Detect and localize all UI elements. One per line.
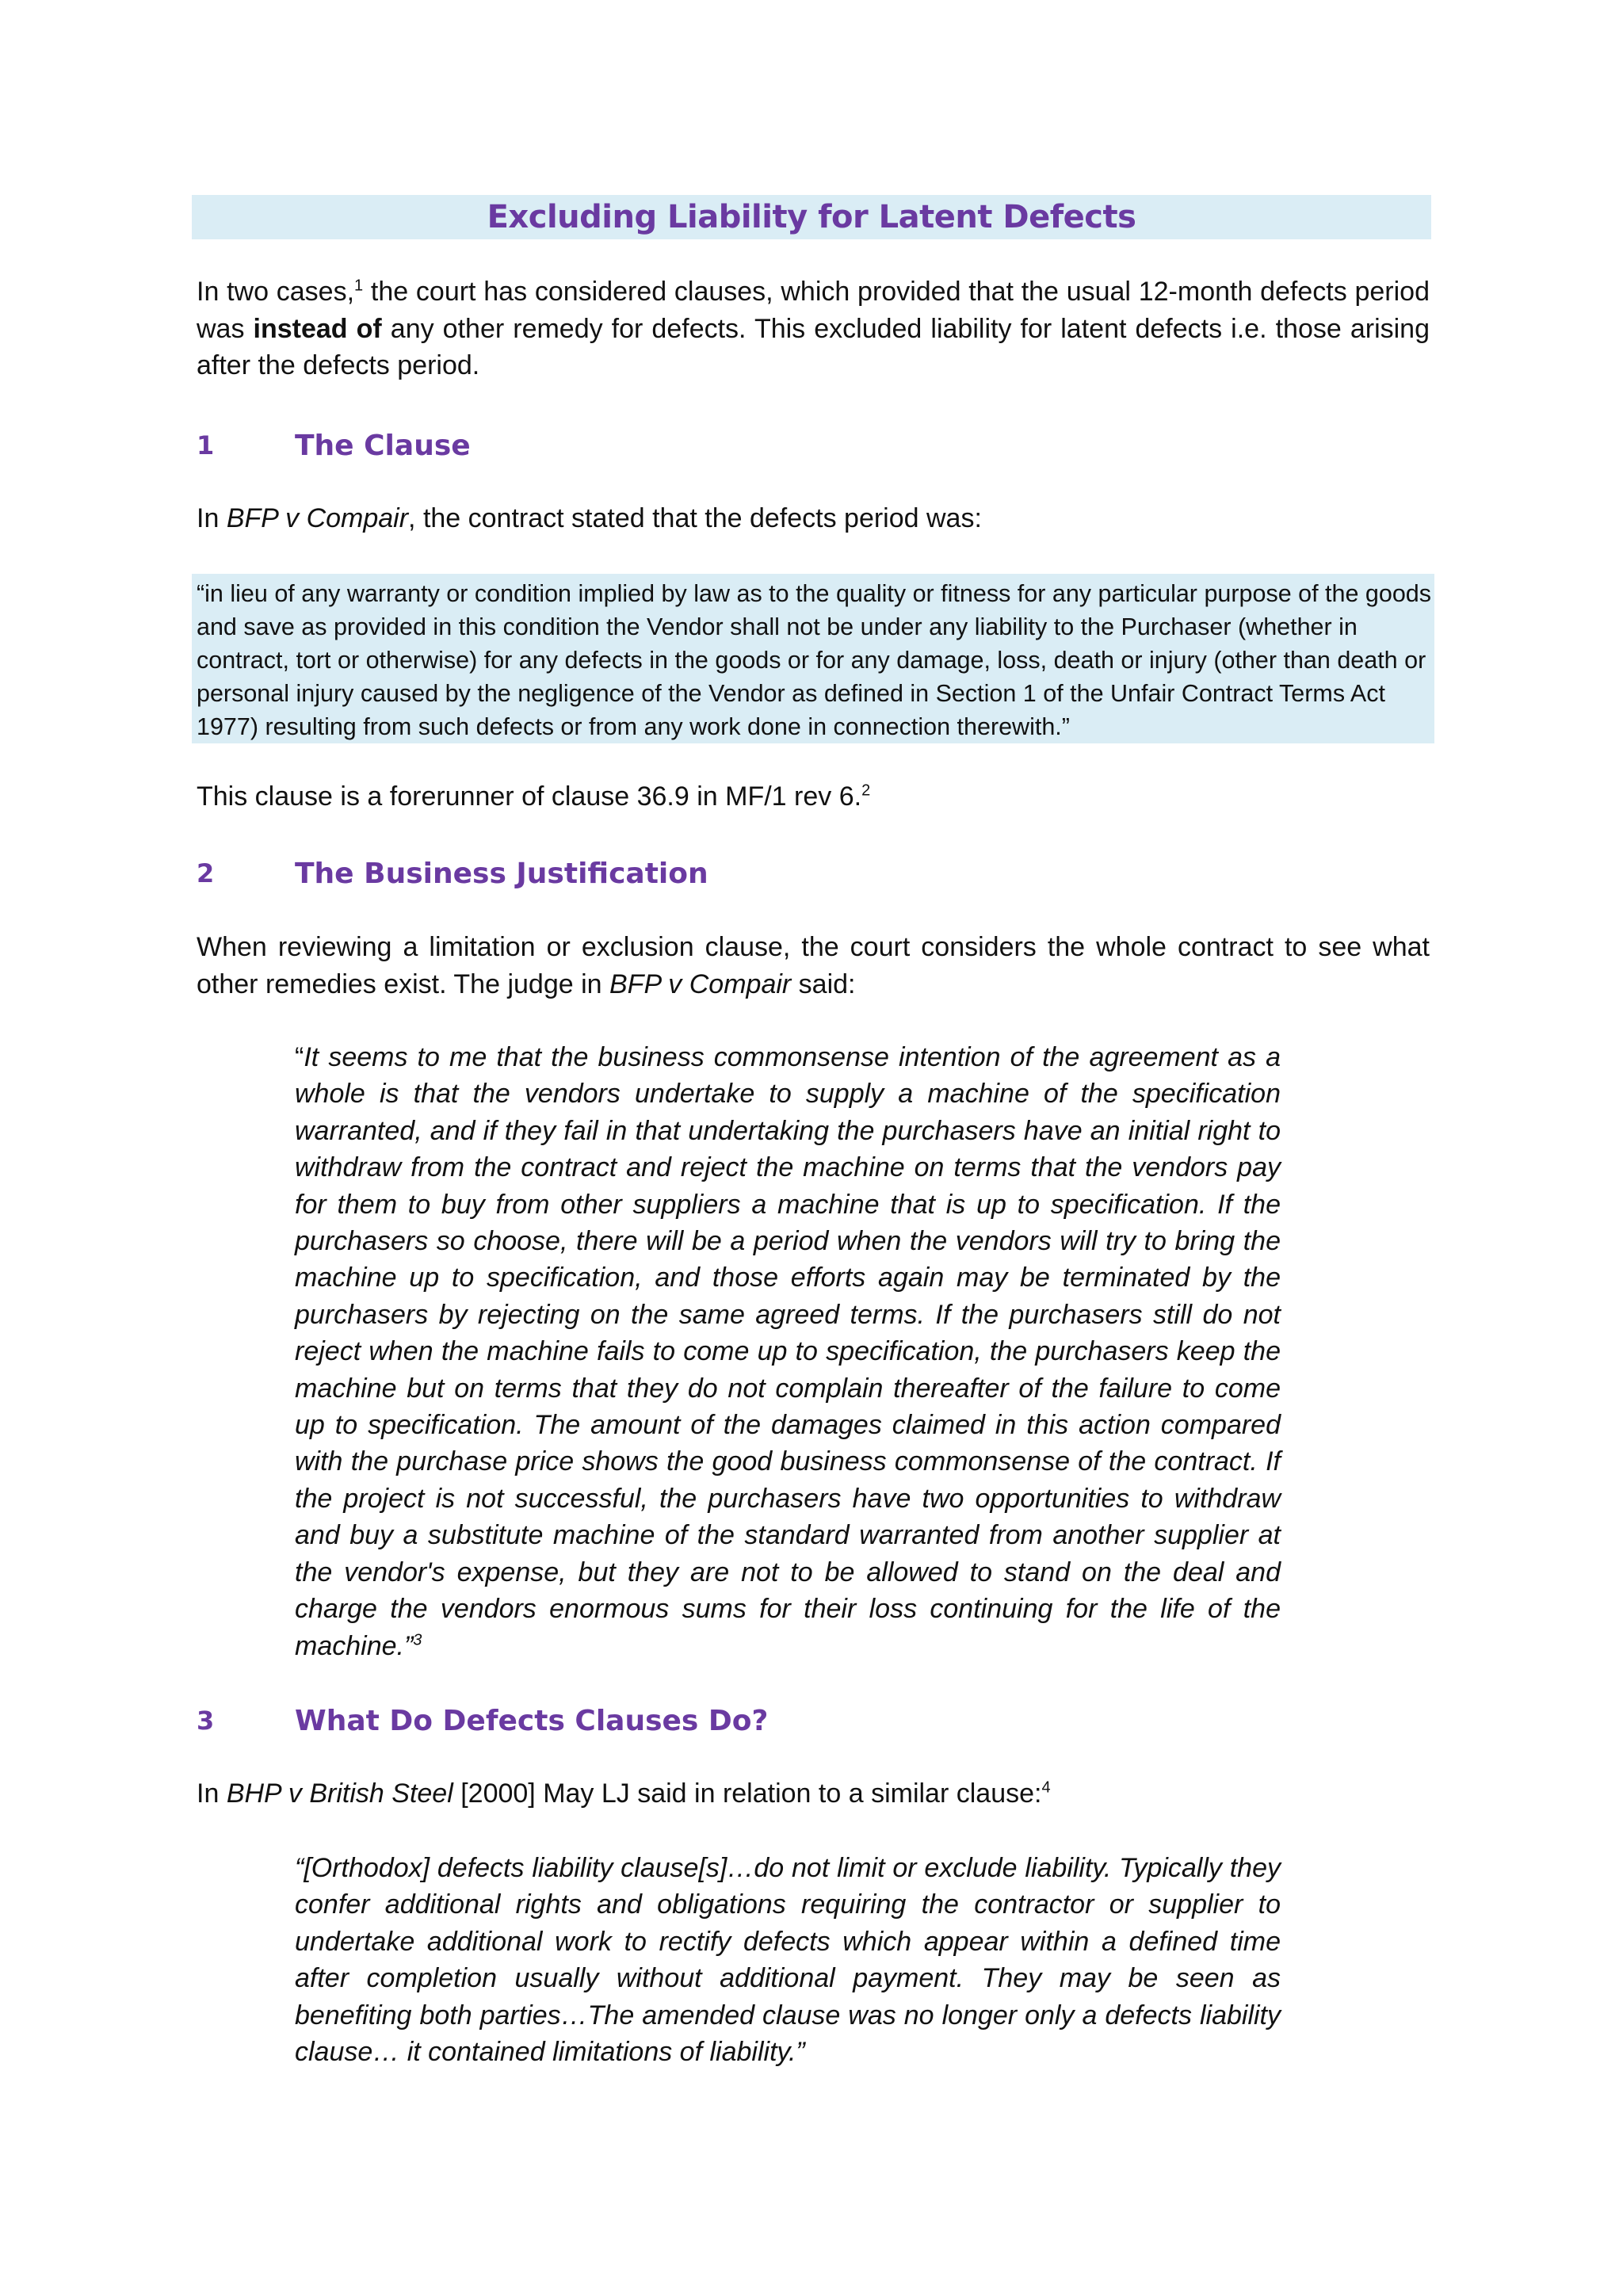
footnote-ref-3[interactable]: 3 (413, 1631, 422, 1649)
justification-intro (197, 929, 1430, 1003)
section-number: 1 (197, 430, 215, 460)
case-name: BFP v Compair (609, 968, 792, 999)
section-heading-3 (197, 1701, 1430, 1740)
footnote-ref-2[interactable]: 2 (861, 781, 871, 800)
clause-intro-text: In (197, 503, 227, 533)
defects-intro (197, 1775, 1430, 1813)
judgment-quote-text: It seems to me that the business commonsense intention of the agreement as a whole is that the vendors undertake to supply a machine of the specification warranted, and if they fail in that undertaking the purchasers have an initial right to withdraw from the contract and reject the machine on terms that the vendors pay for them to buy from other suppliers a machine that is up to specification. If the purchasers so choose, there will be a period when the vendors will try to bring the machine up to specification, and those efforts again may be terminated by the purchasers by rejecting on the same agreed terms. If the purchasers still do not reject when the machine fails to come up to specification, the purchasers keep the machine but on terms that they do not complain thereafter of the failure to come up to specification. The amount of the damages claimed in this action compared with the purchase price shows the good business commonsense of the contract. If the project is not successful, the purchasers have two opportunities to withdraw and buy a substitute machine of the standard warranted from another supplier at the vendor's expense, but they are not to be allowed to stand on the deal and charge the vendors enormous sums for their loss continuing for the life of the machine.” (295, 1042, 1281, 1661)
intro-emphasis: instead of (253, 313, 382, 344)
clause-intro (197, 500, 1430, 537)
title-banner (192, 195, 1431, 239)
clause-quote-box (192, 574, 1434, 743)
clause-follow-text: This clause is a forerunner of clause 36.9 in MF/1 rev 6. (197, 781, 862, 812)
footnote-ref-4[interactable]: 4 (1041, 1778, 1051, 1797)
section-title: What Do Defects Clauses Do? (295, 1704, 769, 1737)
defects-quote: “[Orthodox] defects liability clause[s]…do not limit or exclude liability. Typically they confer additional rights and obligations requiring the contractor or supplier to undertake additional work to rectify defects which appear within a defined time after completion usually without additional payment. They may be seen as benefiting both parties…The amended clause was no longer only a defects liability clause… it contained limitations of liability.” (295, 1853, 1281, 2068)
defects-intro-text: In (197, 1778, 227, 1809)
case-name: BHP v British Steel (226, 1778, 453, 1809)
section-heading-1 (197, 426, 1430, 465)
section-title: The Business Justification (295, 857, 708, 890)
section-number: 3 (197, 1706, 215, 1736)
intro-text: In two cases, (197, 277, 355, 307)
quote-mark: “ (295, 1042, 304, 1072)
section-title: The Clause (295, 429, 471, 462)
section-heading-2 (197, 854, 1430, 893)
defects-intro-text: [2000] May LJ said in relation to a similar clause: (453, 1778, 1042, 1809)
clause-follow-up (197, 778, 1430, 816)
justification-text: said: (791, 968, 856, 999)
section-number: 2 (197, 858, 215, 888)
case-name: BFP v Compair (226, 503, 409, 533)
document-title: Excluding Liability for Latent Defects (487, 199, 1136, 235)
clause-quote: “in lieu of any warranty or condition implied by law as to the quality or fitness for any particular purpose of the goods and save as provided in this condition the Vendor shall not be under any liability to the Purchaser (whether in contract, tort or otherwise) for any defects in the goods or for any damage, loss, death or injury (other than death or personal injury caused by the negligence of the Vendor as defined in Section 1 of the Unfair Contract Terms Act 1977) resulting from such defects or from any work done in connection therewith.” (197, 580, 1432, 740)
judgment-quote (295, 1039, 1281, 1664)
intro-text: the court has considered clauses, which provided that the usual 12-month defects period was (197, 277, 1430, 344)
justification-text: When reviewing a limitation or exclusion clause, the court considers the whole contract to see what other remedies exist. The judge in (197, 932, 1430, 999)
intro-paragraph (197, 273, 1430, 384)
intro-text: any other remedy for defects. This excluded liability for latent defects i.e. those arising after the defects period. (197, 313, 1430, 380)
footnote-ref-1[interactable]: 1 (354, 277, 364, 295)
clause-intro-text: , the contract stated that the defects period was: (408, 503, 982, 533)
